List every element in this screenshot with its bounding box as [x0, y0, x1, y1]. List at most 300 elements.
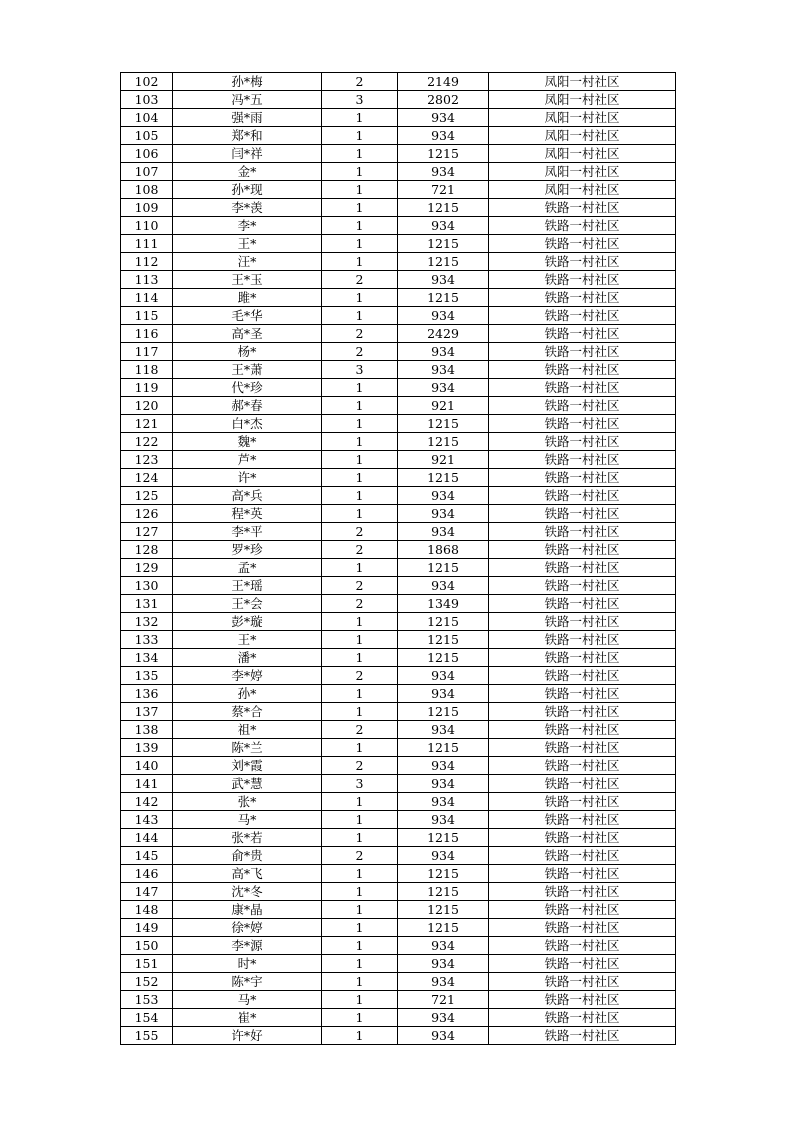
community-cell: 凤阳一村社区	[489, 127, 676, 145]
amount-cell: 934	[398, 937, 489, 955]
table-row	[121, 361, 676, 379]
table-row	[121, 1027, 676, 1045]
row-number-cell: 120	[121, 397, 173, 415]
community-cell: 铁路一村社区	[489, 217, 676, 235]
community-cell: 铁路一村社区	[489, 559, 676, 577]
household-size-cell: 1	[322, 883, 398, 901]
table-row	[121, 631, 676, 649]
household-size-cell: 2	[322, 595, 398, 613]
household-size-cell: 2	[322, 325, 398, 343]
roster-table	[120, 72, 676, 1045]
community-cell: 铁路一村社区	[489, 595, 676, 613]
household-size-cell: 2	[322, 577, 398, 595]
name-cell: 李*源	[173, 937, 322, 955]
amount-cell: 934	[398, 847, 489, 865]
row-number-cell: 112	[121, 253, 173, 271]
amount-cell: 934	[398, 667, 489, 685]
name-cell: 王*萧	[173, 361, 322, 379]
household-size-cell: 1	[322, 1009, 398, 1027]
household-size-cell: 1	[322, 253, 398, 271]
row-number-cell: 135	[121, 667, 173, 685]
community-cell: 铁路一村社区	[489, 901, 676, 919]
name-cell: 刘*霞	[173, 757, 322, 775]
community-cell: 铁路一村社区	[489, 937, 676, 955]
household-size-cell: 1	[322, 919, 398, 937]
row-number-cell: 117	[121, 343, 173, 361]
community-cell: 铁路一村社区	[489, 757, 676, 775]
amount-cell: 934	[398, 811, 489, 829]
household-size-cell: 1	[322, 397, 398, 415]
name-cell: 许*好	[173, 1027, 322, 1045]
amount-cell: 934	[398, 685, 489, 703]
amount-cell: 921	[398, 451, 489, 469]
table-row	[121, 721, 676, 739]
row-number-cell: 109	[121, 199, 173, 217]
table-row	[121, 451, 676, 469]
community-cell: 铁路一村社区	[489, 505, 676, 523]
name-cell: 马*	[173, 811, 322, 829]
amount-cell: 2802	[398, 91, 489, 109]
name-cell: 强*雨	[173, 109, 322, 127]
row-number-cell: 118	[121, 361, 173, 379]
table-row	[121, 613, 676, 631]
table-row	[121, 937, 676, 955]
row-number-cell: 152	[121, 973, 173, 991]
household-size-cell: 2	[322, 541, 398, 559]
name-cell: 孙*现	[173, 181, 322, 199]
name-cell: 闫*祥	[173, 145, 322, 163]
table-row	[121, 793, 676, 811]
amount-cell: 934	[398, 1009, 489, 1027]
amount-cell: 1215	[398, 415, 489, 433]
row-number-cell: 125	[121, 487, 173, 505]
row-number-cell: 148	[121, 901, 173, 919]
name-cell: 毛*华	[173, 307, 322, 325]
table-row	[121, 649, 676, 667]
name-cell: 武*慧	[173, 775, 322, 793]
community-cell: 铁路一村社区	[489, 811, 676, 829]
community-cell: 铁路一村社区	[489, 613, 676, 631]
row-number-cell: 137	[121, 703, 173, 721]
name-cell: 程*英	[173, 505, 322, 523]
amount-cell: 1215	[398, 613, 489, 631]
amount-cell: 1215	[398, 199, 489, 217]
name-cell: 王*瑶	[173, 577, 322, 595]
community-cell: 铁路一村社区	[489, 703, 676, 721]
household-size-cell: 1	[322, 505, 398, 523]
name-cell: 陈*兰	[173, 739, 322, 757]
table-row	[121, 379, 676, 397]
household-size-cell: 1	[322, 307, 398, 325]
row-number-cell: 145	[121, 847, 173, 865]
household-size-cell: 2	[322, 721, 398, 739]
amount-cell: 1215	[398, 865, 489, 883]
community-cell: 铁路一村社区	[489, 793, 676, 811]
amount-cell: 1868	[398, 541, 489, 559]
amount-cell: 934	[398, 775, 489, 793]
household-size-cell: 1	[322, 685, 398, 703]
table-row	[121, 307, 676, 325]
amount-cell: 721	[398, 991, 489, 1009]
name-cell: 马*	[173, 991, 322, 1009]
community-cell: 铁路一村社区	[489, 379, 676, 397]
community-cell: 铁路一村社区	[489, 649, 676, 667]
row-number-cell: 141	[121, 775, 173, 793]
household-size-cell: 1	[322, 235, 398, 253]
name-cell: 康*晶	[173, 901, 322, 919]
household-size-cell: 1	[322, 127, 398, 145]
row-number-cell: 134	[121, 649, 173, 667]
community-cell: 铁路一村社区	[489, 487, 676, 505]
table-row	[121, 397, 676, 415]
name-cell: 代*珍	[173, 379, 322, 397]
name-cell: 汪*	[173, 253, 322, 271]
community-cell: 铁路一村社区	[489, 415, 676, 433]
name-cell: 崔*	[173, 1009, 322, 1027]
amount-cell: 934	[398, 109, 489, 127]
row-number-cell: 130	[121, 577, 173, 595]
amount-cell: 934	[398, 757, 489, 775]
name-cell: 郝*春	[173, 397, 322, 415]
community-cell: 铁路一村社区	[489, 361, 676, 379]
table-row	[121, 847, 676, 865]
name-cell: 许*	[173, 469, 322, 487]
table-row	[121, 883, 676, 901]
table-row	[121, 685, 676, 703]
table-row	[121, 199, 676, 217]
household-size-cell: 1	[322, 649, 398, 667]
household-size-cell: 1	[322, 613, 398, 631]
table-row	[121, 757, 676, 775]
table-row	[121, 775, 676, 793]
community-cell: 铁路一村社区	[489, 829, 676, 847]
amount-cell: 1215	[398, 289, 489, 307]
name-cell: 孟*	[173, 559, 322, 577]
name-cell: 芦*	[173, 451, 322, 469]
household-size-cell: 1	[322, 217, 398, 235]
name-cell: 沈*冬	[173, 883, 322, 901]
roster-table-body	[121, 73, 676, 1045]
amount-cell: 934	[398, 955, 489, 973]
household-size-cell: 2	[322, 847, 398, 865]
name-cell: 李*羡	[173, 199, 322, 217]
table-row	[121, 415, 676, 433]
name-cell: 王*	[173, 631, 322, 649]
table-row	[121, 667, 676, 685]
name-cell: 俞*贵	[173, 847, 322, 865]
table-row	[121, 163, 676, 181]
community-cell: 铁路一村社区	[489, 235, 676, 253]
community-cell: 凤阳一村社区	[489, 73, 676, 91]
amount-cell: 934	[398, 973, 489, 991]
amount-cell: 934	[398, 379, 489, 397]
amount-cell: 1215	[398, 739, 489, 757]
amount-cell: 2429	[398, 325, 489, 343]
community-cell: 凤阳一村社区	[489, 163, 676, 181]
amount-cell: 1215	[398, 883, 489, 901]
community-cell: 凤阳一村社区	[489, 109, 676, 127]
household-size-cell: 1	[322, 937, 398, 955]
household-size-cell: 1	[322, 415, 398, 433]
table-row	[121, 577, 676, 595]
table-row	[121, 91, 676, 109]
household-size-cell: 1	[322, 451, 398, 469]
household-size-cell: 3	[322, 361, 398, 379]
table-row	[121, 109, 676, 127]
table-row	[121, 901, 676, 919]
table-row	[121, 343, 676, 361]
household-size-cell: 1	[322, 109, 398, 127]
household-size-cell: 1	[322, 829, 398, 847]
community-cell: 铁路一村社区	[489, 343, 676, 361]
household-size-cell: 1	[322, 901, 398, 919]
community-cell: 铁路一村社区	[489, 919, 676, 937]
row-number-cell: 127	[121, 523, 173, 541]
household-size-cell: 1	[322, 145, 398, 163]
amount-cell: 934	[398, 343, 489, 361]
amount-cell: 934	[398, 523, 489, 541]
household-size-cell: 1	[322, 1027, 398, 1045]
name-cell: 罗*珍	[173, 541, 322, 559]
row-number-cell: 102	[121, 73, 173, 91]
table-row	[121, 289, 676, 307]
amount-cell: 934	[398, 505, 489, 523]
name-cell: 陈*宇	[173, 973, 322, 991]
table-row	[121, 505, 676, 523]
table-row	[121, 271, 676, 289]
name-cell: 金*	[173, 163, 322, 181]
amount-cell: 1215	[398, 901, 489, 919]
community-cell: 铁路一村社区	[489, 271, 676, 289]
household-size-cell: 1	[322, 469, 398, 487]
amount-cell: 921	[398, 397, 489, 415]
amount-cell: 1349	[398, 595, 489, 613]
household-size-cell: 1	[322, 433, 398, 451]
amount-cell: 934	[398, 361, 489, 379]
household-size-cell: 1	[322, 487, 398, 505]
amount-cell: 1215	[398, 919, 489, 937]
community-cell: 铁路一村社区	[489, 739, 676, 757]
name-cell: 王*玉	[173, 271, 322, 289]
amount-cell: 934	[398, 271, 489, 289]
row-number-cell: 104	[121, 109, 173, 127]
name-cell: 白*杰	[173, 415, 322, 433]
name-cell: 高*圣	[173, 325, 322, 343]
row-number-cell: 119	[121, 379, 173, 397]
row-number-cell: 151	[121, 955, 173, 973]
row-number-cell: 103	[121, 91, 173, 109]
table-row	[121, 433, 676, 451]
row-number-cell: 110	[121, 217, 173, 235]
row-number-cell: 129	[121, 559, 173, 577]
table-row	[121, 541, 676, 559]
name-cell: 时*	[173, 955, 322, 973]
name-cell: 孙*	[173, 685, 322, 703]
table-row	[121, 235, 676, 253]
table-row	[121, 973, 676, 991]
community-cell: 铁路一村社区	[489, 991, 676, 1009]
community-cell: 铁路一村社区	[489, 451, 676, 469]
household-size-cell: 1	[322, 973, 398, 991]
household-size-cell: 2	[322, 343, 398, 361]
row-number-cell: 121	[121, 415, 173, 433]
household-size-cell: 2	[322, 523, 398, 541]
household-size-cell: 1	[322, 991, 398, 1009]
amount-cell: 1215	[398, 829, 489, 847]
row-number-cell: 124	[121, 469, 173, 487]
community-cell: 铁路一村社区	[489, 1009, 676, 1027]
name-cell: 李*	[173, 217, 322, 235]
amount-cell: 934	[398, 793, 489, 811]
name-cell: 孙*梅	[173, 73, 322, 91]
name-cell: 高*兵	[173, 487, 322, 505]
row-number-cell: 107	[121, 163, 173, 181]
row-number-cell: 155	[121, 1027, 173, 1045]
row-number-cell: 140	[121, 757, 173, 775]
community-cell: 铁路一村社区	[489, 253, 676, 271]
amount-cell: 934	[398, 217, 489, 235]
name-cell: 魏*	[173, 433, 322, 451]
community-cell: 凤阳一村社区	[489, 181, 676, 199]
community-cell: 铁路一村社区	[489, 631, 676, 649]
community-cell: 铁路一村社区	[489, 325, 676, 343]
table-row	[121, 1009, 676, 1027]
row-number-cell: 149	[121, 919, 173, 937]
row-number-cell: 114	[121, 289, 173, 307]
community-cell: 铁路一村社区	[489, 433, 676, 451]
name-cell: 张*	[173, 793, 322, 811]
row-number-cell: 111	[121, 235, 173, 253]
table-row	[121, 829, 676, 847]
row-number-cell: 144	[121, 829, 173, 847]
row-number-cell: 122	[121, 433, 173, 451]
row-number-cell: 106	[121, 145, 173, 163]
name-cell: 王*	[173, 235, 322, 253]
row-number-cell: 142	[121, 793, 173, 811]
community-cell: 铁路一村社区	[489, 955, 676, 973]
table-row	[121, 865, 676, 883]
amount-cell: 1215	[398, 235, 489, 253]
name-cell: 张*若	[173, 829, 322, 847]
name-cell: 冯*五	[173, 91, 322, 109]
name-cell: 杨*	[173, 343, 322, 361]
household-size-cell: 1	[322, 289, 398, 307]
household-size-cell: 1	[322, 379, 398, 397]
household-size-cell: 1	[322, 181, 398, 199]
community-cell: 凤阳一村社区	[489, 145, 676, 163]
amount-cell: 1215	[398, 559, 489, 577]
amount-cell: 934	[398, 127, 489, 145]
community-cell: 铁路一村社区	[489, 721, 676, 739]
table-row	[121, 703, 676, 721]
amount-cell: 1215	[398, 145, 489, 163]
household-size-cell: 1	[322, 739, 398, 757]
name-cell: 李*平	[173, 523, 322, 541]
table-row	[121, 919, 676, 937]
row-number-cell: 126	[121, 505, 173, 523]
row-number-cell: 116	[121, 325, 173, 343]
table-row	[121, 325, 676, 343]
table-row	[121, 559, 676, 577]
amount-cell: 1215	[398, 631, 489, 649]
amount-cell: 2149	[398, 73, 489, 91]
community-cell: 铁路一村社区	[489, 469, 676, 487]
row-number-cell: 139	[121, 739, 173, 757]
household-size-cell: 1	[322, 955, 398, 973]
name-cell: 祖*	[173, 721, 322, 739]
household-size-cell: 3	[322, 775, 398, 793]
amount-cell: 1215	[398, 649, 489, 667]
row-number-cell: 153	[121, 991, 173, 1009]
household-size-cell: 3	[322, 91, 398, 109]
amount-cell: 934	[398, 577, 489, 595]
row-number-cell: 105	[121, 127, 173, 145]
community-cell: 铁路一村社区	[489, 541, 676, 559]
community-cell: 铁路一村社区	[489, 775, 676, 793]
amount-cell: 1215	[398, 703, 489, 721]
row-number-cell: 138	[121, 721, 173, 739]
household-size-cell: 1	[322, 163, 398, 181]
household-size-cell: 1	[322, 793, 398, 811]
row-number-cell: 146	[121, 865, 173, 883]
community-cell: 铁路一村社区	[489, 1027, 676, 1045]
table-row	[121, 73, 676, 91]
community-cell: 铁路一村社区	[489, 397, 676, 415]
table-row	[121, 469, 676, 487]
amount-cell: 934	[398, 163, 489, 181]
name-cell: 李*婷	[173, 667, 322, 685]
row-number-cell: 128	[121, 541, 173, 559]
row-number-cell: 147	[121, 883, 173, 901]
row-number-cell: 115	[121, 307, 173, 325]
table-row	[121, 811, 676, 829]
row-number-cell: 133	[121, 631, 173, 649]
community-cell: 铁路一村社区	[489, 865, 676, 883]
table-row	[121, 523, 676, 541]
community-cell: 凤阳一村社区	[489, 91, 676, 109]
community-cell: 铁路一村社区	[489, 577, 676, 595]
amount-cell: 934	[398, 721, 489, 739]
row-number-cell: 150	[121, 937, 173, 955]
name-cell: 潘*	[173, 649, 322, 667]
table-row	[121, 217, 676, 235]
community-cell: 铁路一村社区	[489, 199, 676, 217]
row-number-cell: 131	[121, 595, 173, 613]
household-size-cell: 2	[322, 757, 398, 775]
community-cell: 铁路一村社区	[489, 667, 676, 685]
row-number-cell: 154	[121, 1009, 173, 1027]
table-row	[121, 127, 676, 145]
name-cell: 蔡*合	[173, 703, 322, 721]
amount-cell: 1215	[398, 253, 489, 271]
name-cell: 徐*婷	[173, 919, 322, 937]
table-row	[121, 145, 676, 163]
name-cell: 郑*和	[173, 127, 322, 145]
household-size-cell: 1	[322, 199, 398, 217]
community-cell: 铁路一村社区	[489, 289, 676, 307]
community-cell: 铁路一村社区	[489, 973, 676, 991]
row-number-cell: 108	[121, 181, 173, 199]
row-number-cell: 123	[121, 451, 173, 469]
community-cell: 铁路一村社区	[489, 847, 676, 865]
household-size-cell: 1	[322, 703, 398, 721]
community-cell: 铁路一村社区	[489, 523, 676, 541]
table-row	[121, 991, 676, 1009]
amount-cell: 721	[398, 181, 489, 199]
community-cell: 铁路一村社区	[489, 685, 676, 703]
row-number-cell: 136	[121, 685, 173, 703]
table-row	[121, 595, 676, 613]
